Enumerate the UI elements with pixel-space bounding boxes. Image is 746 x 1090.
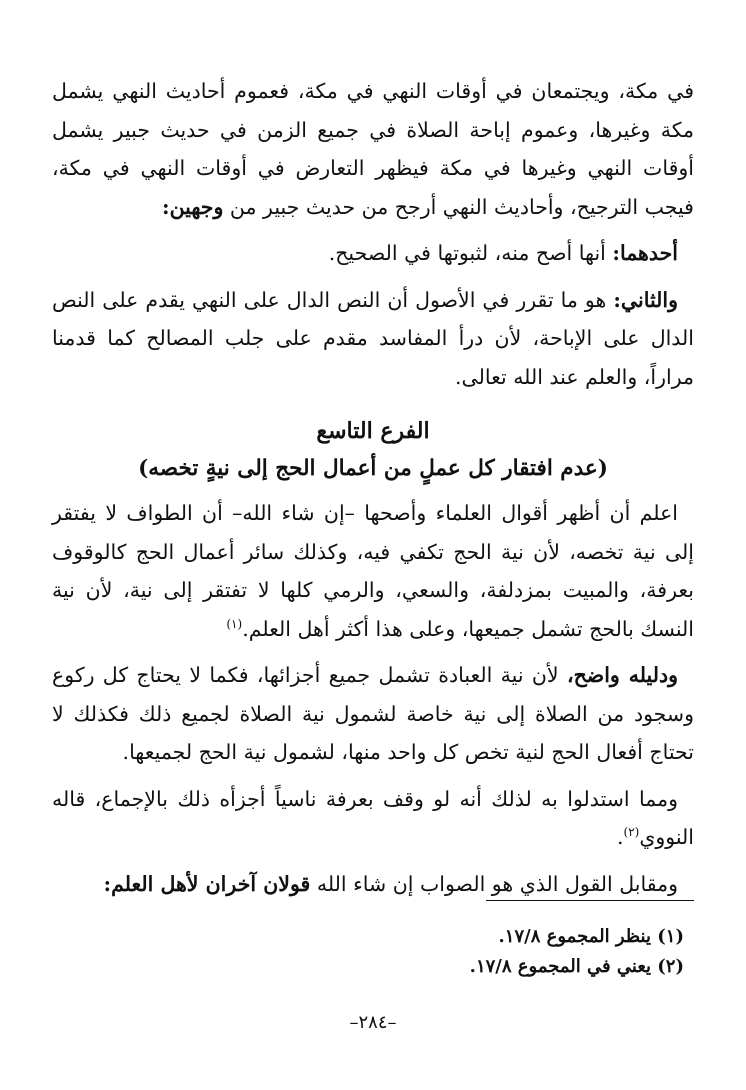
footnotes — [62, 922, 684, 982]
evidence-lead: ودليله واضح، — [566, 663, 678, 687]
first-reason-lead: أحدهما: — [612, 241, 678, 265]
footnote-2: (٢) يعني في المجموع ١٧/٨. — [469, 956, 684, 977]
paragraph-1-text: في مكة، ويجتمعان في أوقات النهي في مكة، فعموم أحاديث النهي يشمل مكة وغيرها، وعموم إباحة الصلاة في جميع الزمن في حديث جبير يشمل أوقات النهي وغيرها في مكة فيظهر التعارض في أوقات النهي في مكة، فيجب الترجيح، وأحاديث النهي أرجح من حديث جبير من — [52, 79, 694, 219]
paragraph-4-text: اعلم أن أظهر أقوال العلماء وأصحها –إن شاء الله– أن الطواف لا يفتقر إلى نية تخصه، لأن نية الحج تكفي فيه، وكذلك سائر أعمال الحج كالوقوف بعرفة، والمبيت بمزدلفة، والسعي، والرمي كلها لا تفتقر إلى نية، لأن نية النسك بالحج تشمل جميعها، وعلى هذا أكثر أهل العلم. — [52, 501, 694, 641]
page-number: –٢٨٤– — [349, 1012, 397, 1033]
paragraph-7 — [52, 865, 694, 904]
paragraph-6-text: ومما استدلوا به لذلك أنه لو وقف بعرفة ناسياً أجزأه ذلك بالإجماع، قاله النووي — [52, 786, 694, 849]
paragraph-4 — [52, 494, 694, 648]
paragraph-1-bold: وجهين: — [162, 194, 224, 219]
section-subheading: (عدم افتقار كل عملٍ من أعمال الحج إلى نيةٍ تخصه) — [138, 456, 608, 481]
paragraph-second-reason — [52, 281, 694, 397]
footnote-divider — [486, 900, 694, 901]
paragraph-first-reason — [52, 234, 694, 273]
footnote-ref-1[interactable]: (١) — [226, 616, 243, 631]
footnote-1: (١) ينظر المجموع ١٧/٨. — [498, 926, 684, 947]
paragraph-6-end: . — [616, 825, 624, 849]
paragraph-6 — [52, 780, 694, 857]
second-reason-text: هو ما تقرر في الأصول أن النص الدال على النهي يقدم على النص الدال على الإباحة، لأن درأ المفاسد مقدم على جلب المصالح كما قدمنا مراراً، والعلم عند الله تعالى. — [52, 287, 694, 389]
section-heading: الفرع التاسع — [316, 418, 430, 444]
paragraph-7-text: ومقابل القول الذي هو الصواب إن شاء الله — [316, 871, 678, 896]
second-reason-lead: والثاني: — [613, 287, 678, 312]
first-reason-text: أنها أصح منه، لثبوتها في الصحيح. — [328, 241, 606, 265]
paragraph-evidence — [52, 656, 694, 772]
paragraph-7-bold: قولان آخران لأهل العلم: — [103, 871, 311, 896]
paragraph-1 — [52, 72, 694, 226]
evidence-text: لأن نية العبادة تشمل جميع أجزائها، فكما لا يحتاج كل ركوع وسجود من الصلاة إلى نية خاصة لشمول نية الصلاة لجميع ذلك فكذلك لا تحتاج أفعال الحج لنية تخص كل واحد منها، لشمول نية الحج لجميعها. — [52, 663, 694, 764]
footnote-ref-2[interactable]: (٢) — [623, 825, 640, 840]
